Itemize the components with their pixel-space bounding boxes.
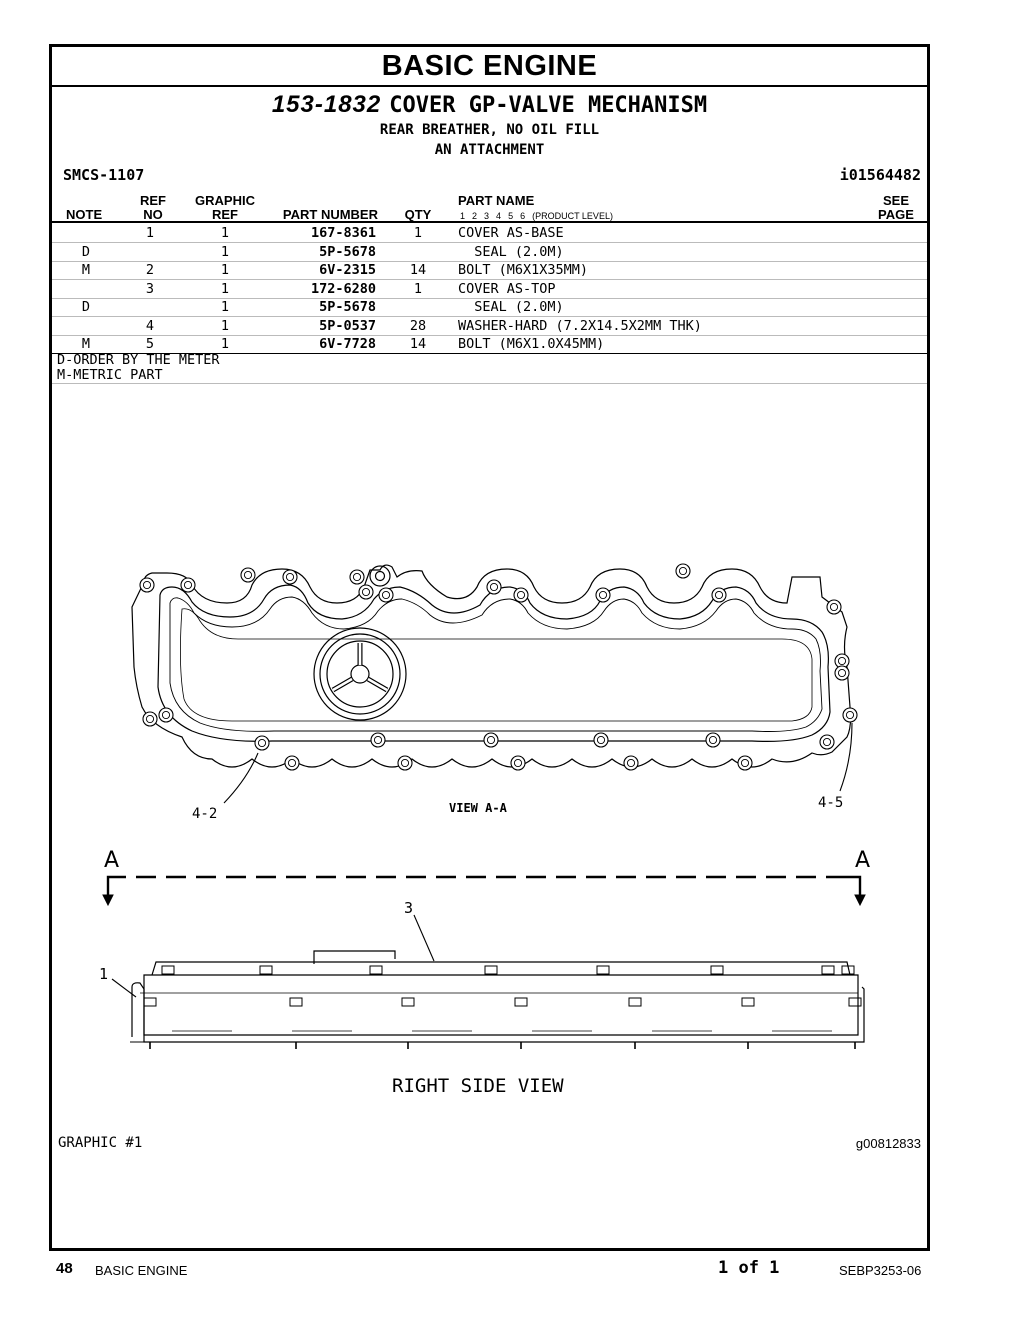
section-mark-right: A — [855, 848, 871, 873]
callout-4-5: 4-5 — [818, 795, 844, 811]
callout-3: 3 — [404, 899, 414, 917]
callout-leaders-side — [112, 915, 434, 997]
bolt-head-icon — [849, 998, 861, 1006]
product-level: 3 — [484, 211, 490, 221]
cell-ref-no: 1 — [145, 225, 155, 241]
bolt-head-icon — [402, 998, 414, 1006]
footer-page-of: 1 of 1 — [718, 1258, 780, 1278]
cell-qty: 1 — [413, 225, 423, 241]
col-see-page-2: PAGE — [878, 207, 914, 222]
footer-doc-id: SEBP3253-06 — [839, 1263, 922, 1278]
footer-section: BASIC ENGINE — [95, 1263, 188, 1278]
cell-part-number: 172-6280 — [310, 280, 376, 297]
bolt-head-icon — [260, 966, 272, 974]
section-line — [103, 877, 865, 905]
cell-qty: 14 — [409, 262, 427, 278]
bolt-icon — [140, 578, 154, 592]
bolt-icon — [487, 580, 501, 594]
view-label: VIEW A-A — [449, 801, 507, 815]
bolt-icon — [285, 756, 299, 770]
bolt-head-icon — [370, 966, 382, 974]
cell-part-name: SEAL (2.0M) — [458, 299, 564, 315]
cell-ref-no: 5 — [145, 336, 155, 352]
cell-graphic-ref: 1 — [220, 336, 230, 352]
side-view-label: RIGHT SIDE VIEW — [392, 1075, 564, 1097]
cell-part-number: 6V-2315 — [319, 262, 376, 278]
footer-page-number: 48 — [56, 1260, 73, 1277]
bolt-head-icon — [144, 998, 156, 1006]
graphic-id: g00812833 — [855, 1136, 921, 1151]
cell-graphic-ref: 1 — [220, 262, 230, 278]
cell-note: D — [81, 299, 91, 315]
product-level-label: (PRODUCT LEVEL) — [532, 211, 613, 221]
col-part-name: PART NAME — [458, 193, 535, 208]
parts-drawing — [52, 47, 927, 1248]
bolt-icon — [624, 756, 638, 770]
product-level: 1 — [460, 211, 466, 221]
graphic-label: GRAPHIC #1 — [58, 1135, 143, 1151]
bolt-icon — [835, 666, 849, 680]
group-subtitle-2: AN ATTACHMENT — [434, 142, 545, 158]
cell-note: M — [81, 336, 91, 352]
bolt-icon — [398, 756, 412, 770]
product-level: 4 — [496, 211, 502, 221]
cell-ref-no: 4 — [145, 317, 155, 334]
cell-graphic-ref: 1 — [220, 243, 230, 260]
bolt-icon — [371, 733, 385, 747]
bolt-icon — [379, 588, 393, 602]
product-level: 2 — [472, 211, 478, 221]
cell-part-name: SEAL (2.0M) — [458, 243, 564, 260]
bolt-icon — [514, 588, 528, 602]
bolt-icon — [159, 708, 173, 722]
cell-qty: 1 — [413, 280, 423, 297]
cell-graphic-ref: 1 — [220, 280, 230, 297]
bolt-head-icon — [629, 998, 641, 1006]
page-frame — [49, 44, 930, 1251]
col-ref-2: NO — [143, 207, 163, 222]
callout-4-2: 4-2 — [192, 806, 218, 822]
group-name: COVER GP-VALVE MECHANISM — [389, 93, 708, 118]
col-ref-1: REF — [140, 193, 166, 208]
col-see-page-1: SEE — [882, 193, 909, 208]
bolt-icon — [511, 756, 525, 770]
group-subtitle-1: REAR BREATHER, NO OIL FILL — [379, 122, 600, 138]
bolt-icon — [283, 570, 297, 584]
col-part-number: PART NUMBER — [282, 207, 378, 222]
cell-part-name: COVER AS-TOP — [458, 280, 556, 297]
cell-part-name: BOLT (M6X1.0X45MM) — [458, 336, 605, 352]
bolt-head-icon — [485, 966, 497, 974]
cell-graphic-ref: 1 — [220, 317, 230, 334]
bolt-icon — [712, 588, 726, 602]
cell-part-number: 167-8361 — [310, 225, 376, 241]
cell-graphic-ref: 1 — [220, 299, 230, 315]
bolt-icon — [596, 588, 610, 602]
product-level: 6 — [520, 211, 526, 221]
bolt-head-icon — [515, 998, 527, 1006]
col-graphic-ref-2: REF — [212, 207, 238, 222]
group-number: 153-1832 — [271, 91, 382, 118]
cell-part-name: BOLT (M6X1X35MM) — [458, 262, 589, 278]
bolt-head-icon — [822, 966, 834, 974]
bolt-icon — [738, 756, 752, 770]
cell-note: D — [81, 243, 91, 260]
bolt-head-icon — [597, 966, 609, 974]
bolt-head-icon — [711, 966, 723, 974]
cell-ref-no: 2 — [145, 262, 155, 278]
bolt-icon — [181, 578, 195, 592]
bolt-icon — [676, 564, 690, 578]
bolt-head-icon — [290, 998, 302, 1006]
valve-cover-side-view — [130, 951, 864, 1042]
bolt-icon — [350, 570, 364, 584]
cell-part-number: 5P-5678 — [319, 299, 376, 315]
section-title: BASIC ENGINE — [52, 47, 927, 87]
bolt-icon — [820, 735, 834, 749]
cell-ref-no: 3 — [145, 280, 155, 297]
note-line: M-METRIC PART — [57, 367, 163, 383]
bolt-icon — [843, 708, 857, 722]
cell-part-name: WASHER-HARD (7.2X14.5X2MM THK) — [458, 317, 702, 334]
smcs-code: SMCS-1107 — [63, 166, 145, 184]
bolt-head-icon — [742, 998, 754, 1006]
bolt-icon — [594, 733, 608, 747]
cell-part-number: 5P-0537 — [319, 317, 376, 334]
cell-note: M — [81, 262, 91, 278]
bolt-icon — [706, 733, 720, 747]
bolt-icon — [484, 733, 498, 747]
cell-part-name: COVER AS-BASE — [458, 225, 564, 241]
cell-part-number: 5P-5678 — [319, 243, 376, 260]
bolt-head-icon — [162, 966, 174, 974]
cell-qty: 14 — [409, 336, 427, 352]
illustration-id: i01564482 — [839, 166, 921, 184]
col-note: NOTE — [66, 207, 103, 222]
note-line: D-ORDER BY THE METER — [57, 352, 220, 368]
section-mark-left: A — [104, 848, 120, 873]
bolt-icon — [143, 712, 157, 726]
bolt-icon — [359, 585, 373, 599]
bolt-icon — [827, 600, 841, 614]
cell-qty: 28 — [409, 317, 427, 334]
cell-graphic-ref: 1 — [220, 225, 230, 241]
col-graphic-ref-1: GRAPHIC — [195, 193, 255, 208]
col-qty: QTY — [404, 207, 432, 222]
callout-1: 1 — [99, 965, 109, 983]
side-view-bolts — [144, 966, 861, 1049]
bolt-icon — [255, 736, 269, 750]
product-level: 5 — [508, 211, 514, 221]
cell-part-number: 6V-7728 — [319, 336, 376, 352]
bolt-icon — [241, 568, 255, 582]
